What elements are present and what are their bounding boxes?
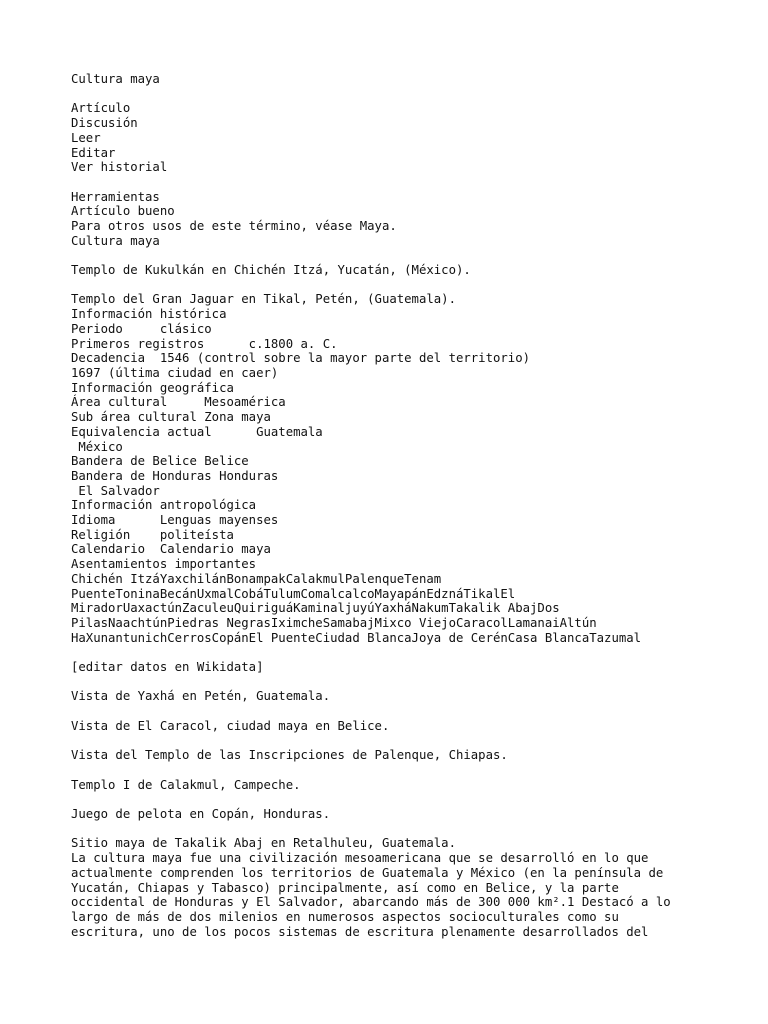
infobox-row: Información histórica (71, 307, 227, 322)
infobox-row: Bandera de Honduras Honduras (71, 468, 279, 483)
infobox-row: Sub área cultural Zona maya (71, 410, 271, 425)
infobox-row: Periodo clásico (71, 321, 212, 336)
hatnote: Para otros usos de este término, véase Maya. (71, 219, 397, 233)
gallery-caption: Vista de El Caracol, ciudad maya en Belice. (71, 718, 390, 733)
infobox-row: México (71, 439, 123, 454)
settlements-row[interactable]: HaXunantunichCerrosCopánEl PuenteCiudad BlancaJoya de CerénCasa BlancaTazumal (71, 630, 642, 645)
infobox-row: El Salvador (71, 483, 160, 498)
infobox-row: Calendario Calendario maya (71, 542, 271, 557)
infobox-title: Cultura maya (71, 233, 160, 248)
article-body-paragraph: La cultura maya fue una civilización mesoamericana que se desarrolló en lo que actualmente comprenden los territorios de Guatemala y México (en la península de Yucatán, Chiapas y Tabasco) principalmente, así como en Belice, y la parte occidental de Honduras y El Salvador, abarcando más de 300 000 km².1 Destacó a lo largo de más de dos milenios en numerosos aspectos socioculturales como su escritura, uno de los pocos sistemas de escritura plenamente desarrollados del (71, 851, 671, 939)
settlements-row[interactable]: PilasNaachtúnPiedras NegrasIximcheSamabajMixco ViejoCaracolLamanaiAltún (71, 615, 597, 630)
spacer (71, 675, 691, 690)
gallery-caption: Juego de pelota en Copán, Honduras. (71, 807, 331, 821)
good-article-badge: Artículo bueno (71, 204, 175, 219)
infobox-row: Religión politeísta (71, 527, 234, 542)
gallery-caption: Vista del Templo de las Inscripciones de Palenque, Chiapas. (71, 748, 508, 763)
infobox-row: Información antropológica (71, 498, 257, 513)
spacer (71, 734, 691, 749)
infobox-caption-kukulkan: Templo de Kukulkán en Chichén Itzá, Yucatán, (México). (71, 263, 471, 278)
infobox-row: Primeros registros c.1800 a. C. (71, 336, 338, 351)
tab-discusion[interactable]: Discusión (71, 116, 138, 131)
spacer (71, 822, 691, 837)
page-title: Cultura maya (71, 72, 160, 86)
infobox-row: Información geográfica (71, 380, 234, 395)
infobox-row: Decadencia 1546 (control sobre la mayor parte del territorio) (71, 351, 531, 366)
spacer (71, 763, 691, 778)
tab-leer[interactable]: Leer (71, 130, 101, 145)
gallery-caption: Templo I de Calakmul, Campeche. (71, 777, 301, 792)
spacer (71, 87, 691, 102)
infobox-row: Equivalencia actual Guatemala (71, 424, 323, 439)
spacer (71, 278, 691, 293)
spacer (71, 248, 691, 263)
settlements-row[interactable]: PuenteToninaBecánUxmalCobáTulumComalcalcoMayapánEdznáTikalEl (71, 586, 516, 601)
spacer (71, 645, 691, 660)
gallery-caption: Vista de Yaxhá en Petén, Guatemala. (71, 689, 331, 704)
infobox-row: Idioma Lenguas mayenses (71, 513, 279, 528)
infobox-row: Asentamientos importantes (71, 557, 257, 572)
spacer (71, 175, 691, 190)
infobox-caption-gran-jaguar: Templo del Gran Jaguar en Tikal, Petén, (Guatemala). (71, 292, 456, 307)
tab-articulo[interactable]: Artículo (71, 101, 131, 116)
gallery-caption: Sitio maya de Takalik Abaj en Retalhuleu, Guatemala. (71, 836, 456, 851)
tab-ver-historial[interactable]: Ver historial (71, 160, 168, 175)
settlements-row[interactable]: Chichén ItzáYaxchilánBonampakCalakmulPalenqueTenam (71, 571, 442, 586)
settlements-row[interactable]: MiradorUaxactúnZaculeuQuiriguáKaminaljuyúYaxháNakumTakalik AbajDos (71, 601, 560, 616)
article-document (71, 72, 691, 939)
infobox-row: 1697 (última ciudad en caer) (71, 366, 279, 380)
tools-menu[interactable]: Herramientas (71, 189, 160, 204)
tab-editar[interactable]: Editar (71, 145, 116, 160)
edit-wikidata-link[interactable]: [editar datos en Wikidata] (71, 660, 264, 675)
infobox-rows (71, 307, 691, 645)
spacer (71, 792, 691, 807)
infobox-row: Área cultural Mesoamérica (71, 395, 286, 410)
spacer (71, 704, 691, 719)
infobox-row: Bandera de Belice Belice (71, 454, 249, 469)
